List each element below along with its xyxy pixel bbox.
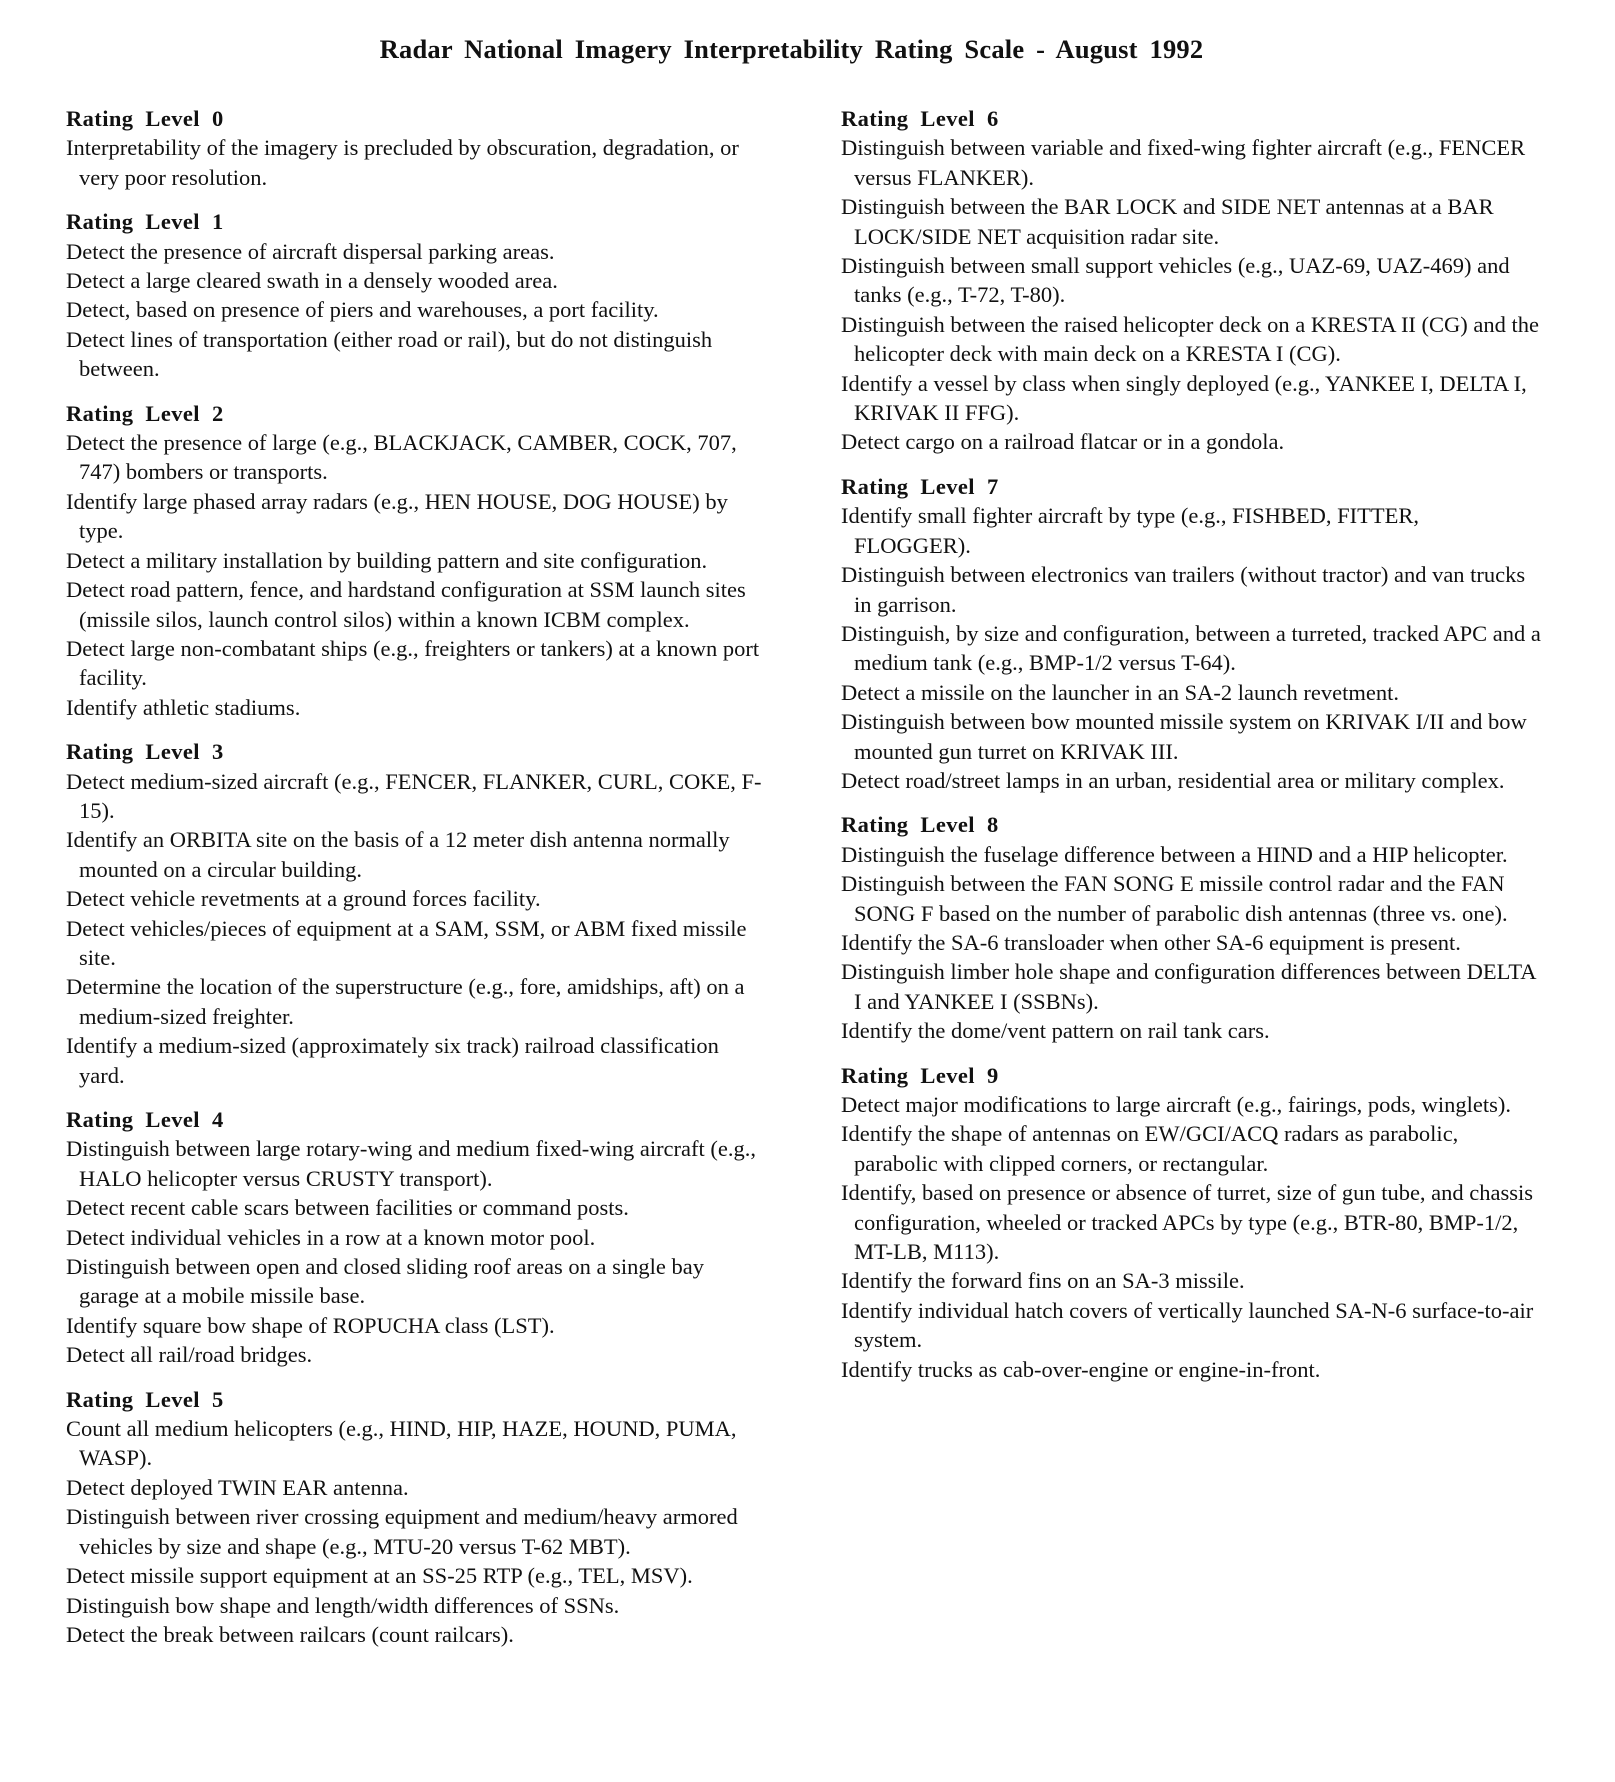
criterion-item: Identify a medium-sized (approximately six track) railroad classification yard. <box>66 1033 719 1088</box>
rating-level-section <box>66 1105 766 1370</box>
criterion-item: Detect, based on presence of piers and warehouses, a port facility. <box>66 297 659 323</box>
rating-level-heading: Rating Level 2 <box>66 400 224 426</box>
rating-level-heading: Rating Level 8 <box>841 812 999 838</box>
criterion-item: Distinguish between the raised helicopter deck on a KRESTA II (CG) and the helicopter deck with main deck on a KRESTA I (CG). <box>841 311 1540 367</box>
criterion-item: Distinguish between open and closed sliding roof areas on a single bay garage at a mobile missile base. <box>66 1254 704 1309</box>
rating-level-section <box>66 207 766 383</box>
criterion-item: Detect large non-combatant ships (e.g., freighters or tankers) at a known port facility. <box>66 635 760 691</box>
rating-level-section <box>66 399 766 722</box>
criterion-item: Detect medium-sized aircraft (e.g., FENCER, FLANKER, CURL, COKE, F-15). <box>66 768 762 823</box>
document-title: Radar National Imagery Interpretability Rating Scale - August 1992 <box>379 34 1204 64</box>
criterion-item: Identify an ORBITA site on the basis of a 12 meter dish antenna normally mounted on a circular building. <box>66 827 730 882</box>
right-column <box>841 104 1541 1399</box>
criterion-item: Identify the shape of antennas on EW/GCI/ACQ radars as parabolic, parabolic with clipped corners, or rectangular. <box>841 1121 1459 1176</box>
rating-level-heading: Rating Level 9 <box>841 1062 999 1088</box>
rating-level-heading: Rating Level 4 <box>66 1107 224 1132</box>
criterion-item: Detect road/street lamps in an urban, residential area or military complex. <box>841 767 1505 793</box>
rating-level-section <box>66 104 766 192</box>
criterion-item: Detect the presence of aircraft dispersal parking areas. <box>66 238 555 264</box>
criterion-item: Interpretability of the imagery is precluded by obscuration, degradation, or very poor resolution. <box>66 135 739 190</box>
criterion-item: Identify athletic stadiums. <box>66 694 301 720</box>
criterion-item: Detect recent cable scars between facilities or command posts. <box>66 1195 629 1221</box>
rating-level-heading: Rating Level 3 <box>66 739 224 765</box>
criterion-item: Distinguish between variable and fixed-wing fighter aircraft (e.g., FENCER versus FLANKER). <box>841 135 1526 190</box>
criterion-item: Distinguish between bow mounted missile system on KRIVAK I/II and bow mounted gun turret on KRIVAK III. <box>841 709 1527 764</box>
criterion-item: Detect deployed TWIN EAR antenna. <box>66 1474 409 1500</box>
criterion-item: Detect a missile on the launcher in an SA-2 launch revetment. <box>841 679 1399 705</box>
rating-level-heading: Rating Level 1 <box>66 209 224 235</box>
rating-level-heading: Rating Level 5 <box>66 1386 224 1412</box>
left-column <box>66 104 766 1664</box>
criterion-item: Detect individual vehicles in a row at a known motor pool. <box>66 1224 596 1250</box>
rating-level-heading: Rating Level 7 <box>841 473 999 499</box>
rating-level-section <box>841 1061 1541 1384</box>
rating-level-section <box>66 737 766 1090</box>
criterion-item: Identify trucks as cab-over-engine or engine-in-front. <box>841 1356 1321 1382</box>
rating-level-section <box>66 1385 766 1650</box>
criterion-item: Detect a large cleared swath in a densely wooded area. <box>66 268 558 294</box>
criterion-item: Distinguish between small support vehicles (e.g., UAZ-69, UAZ-469) and tanks (e.g., T-72, T-80). <box>841 253 1510 308</box>
criterion-item: Identify small fighter aircraft by type (e.g., FISHBED, FITTER, FLOGGER). <box>841 503 1419 558</box>
criterion-item: Identify a vessel by class when singly deployed (e.g., YANKEE I, DELTA I, KRIVAK II FFG). <box>841 370 1527 426</box>
criterion-item: Detect lines of transportation (either road or rail), but do not distinguish between. <box>66 326 713 382</box>
criterion-item: Distinguish between the BAR LOCK and SIDE NET antennas at a BAR LOCK/SIDE NET acquisition radar site. <box>841 194 1494 249</box>
criterion-item: Detect vehicles/pieces of equipment at a SAM, SSM, or ABM fixed missile site. <box>66 915 747 970</box>
criterion-item: Detect a military installation by building pattern and site configuration. <box>66 547 708 573</box>
criterion-item: Identify large phased array radars (e.g., HEN HOUSE, DOG HOUSE) by type. <box>66 488 728 544</box>
criterion-item: Determine the location of the superstructure (e.g., fore, amidships, aft) on a medium-sized freighter. <box>66 974 745 1029</box>
criterion-item: Count all medium helicopters (e.g., HIND, HIP, HAZE, HOUND, PUMA, WASP). <box>66 1416 737 1471</box>
criterion-item: Detect missile support equipment at an SS-25 RTP (e.g., TEL, MSV). <box>66 1563 693 1589</box>
criterion-item: Distinguish between the FAN SONG E missile control radar and the FAN SONG F based on the number of parabolic dish antennas (three vs. one). <box>841 871 1508 926</box>
criterion-item: Detect major modifications to large aircraft (e.g., fairings, pods, winglets). <box>841 1092 1512 1117</box>
criterion-item: Detect the presence of large (e.g., BLACKJACK, CAMBER, COCK, 707, 747) bombers or transports. <box>66 430 737 485</box>
criterion-item: Identify, based on presence or absence of turret, size of gun tube, and chassis configuration, wheeled or tracked APCs by type (e.g., BTR-80, BMP-1/2, MT-LB, M113). <box>841 1180 1534 1265</box>
criterion-item: Detect vehicle revetments at a ground forces facility. <box>66 886 541 912</box>
rating-level-section <box>841 472 1541 795</box>
criterion-item: Distinguish bow shape and length/width differences of SSNs. <box>66 1592 620 1618</box>
criterion-item: Distinguish between river crossing equipment and medium/heavy armored vehicles by size and shape (e.g., MTU-20 versus T-62 MBT). <box>66 1504 738 1559</box>
criterion-item: Distinguish between electronics van trailers (without tractor) and van trucks in garrison. <box>841 562 1526 617</box>
criterion-item: Identify square bow shape of ROPUCHA class (LST). <box>66 1312 555 1338</box>
criterion-item: Detect road pattern, fence, and hardstand configuration at SSM launch sites (missile silos, launch control silos) within a known ICBM complex. <box>66 577 746 632</box>
rating-level-section <box>841 104 1541 457</box>
criterion-item: Detect cargo on a railroad flatcar or in a gondola. <box>841 429 1285 455</box>
criterion-item: Detect the break between railcars (count railcars). <box>66 1621 514 1647</box>
rating-level-section <box>841 810 1541 1045</box>
criterion-item: Distinguish, by size and configuration, between a turreted, tracked APC and a medium tank (e.g., BMP-1/2 versus T-64). <box>841 620 1541 676</box>
rating-level-heading: Rating Level 6 <box>841 106 999 131</box>
criterion-item: Identify the forward fins on an SA-3 missile. <box>841 1268 1245 1294</box>
criterion-item: Distinguish the fuselage difference between a HIND and a HIP helicopter. <box>841 841 1508 867</box>
rating-level-heading: Rating Level 0 <box>66 106 224 131</box>
criterion-item: Distinguish between large rotary-wing and medium fixed-wing aircraft (e.g., HALO helicopter versus CRUSTY transport). <box>66 1136 756 1191</box>
criterion-item: Distinguish limber hole shape and configuration differences between DELTA I and YANKEE I (SSBNs). <box>841 959 1536 1014</box>
criterion-item: Identify individual hatch covers of vertically launched SA-N-6 surface-to-air system. <box>841 1297 1534 1353</box>
criterion-item: Detect all rail/road bridges. <box>66 1342 313 1368</box>
criterion-item: Identify the SA-6 transloader when other SA-6 equipment is present. <box>841 929 1461 955</box>
criterion-item: Identify the dome/vent pattern on rail tank cars. <box>841 1018 1270 1044</box>
